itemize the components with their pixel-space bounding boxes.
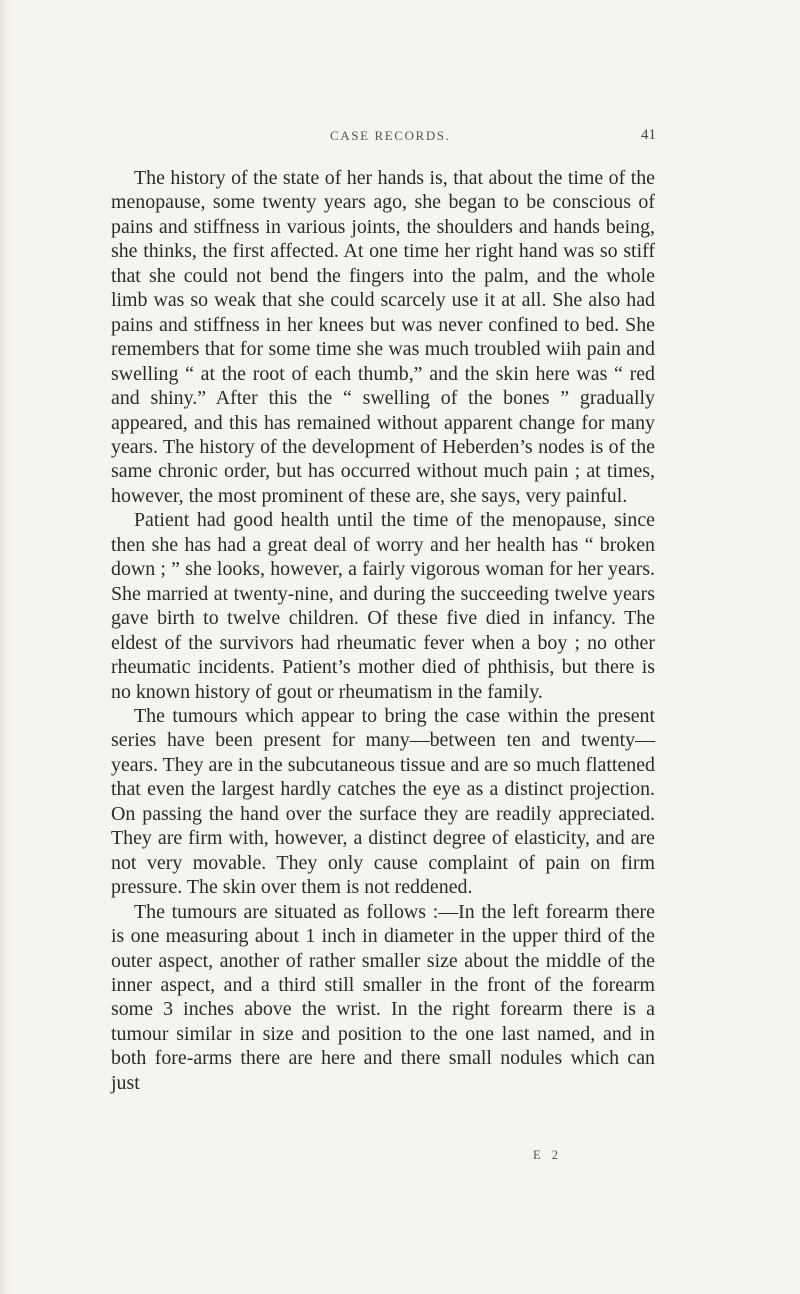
paragraph-tumours-description: The tumours which appear to bring the case within the present series have been present for many—between ten and twenty—years. They are in the subcutaneous tissue and are so much flattened that even the largest hardly catches the eye as a distinct projection. On passing the hand over the surface they are readily appreciated. They are firm with, however, a distinct degree of elasticity, and are not very movable. They only cause complaint of pain on firm pressure. The skin over them is not reddened. — [111, 704, 655, 899]
paragraph-hands-history: The history of the state of her hands is, that about the time of the menopause, some twenty years ago, she began to be conscious of pains and stiffness in various joints, the shoulders and hands being, she thinks, the first affected. At one time her right hand was so stiff that she could not bend the fingers into the palm, and the whole limb was so weak that she could scarcely use it at all. She also had pains and stiffness in her knees but was never confined to bed. She remembers that for some time she was much troubled wiih pain and swelling “ at the root of each thumb,” and the skin here was “ red and shiny.” After this the “ swelling of the bones ” gradually appeared, and this has remained without apparent change for many years. The history of the development of Heberden’s nodes is of the same chronic order, but has occurred without much pain ; at times, however, the most prominent of these are, she says, very painful. — [111, 167, 655, 507]
running-head: CASE RECORDS. — [330, 128, 451, 143]
paragraph-patient-health: Patient had good health until the time of the menopause, since then she has had a great deal of worry and her health has “ broken down ; ” she looks, however, a fairly vigorous woman for her years. She married at twenty-nine, and during the succeeding twelve years gave birth to twelve children. Of these five died in infancy. The eldest of the survivors had rheumatic fever when a boy ; no other rheumatic incidents. Patient’s mother died of phthisis, but there is no known history of gout or rheumatism in the family. — [111, 509, 655, 703]
body-text — [111, 166, 655, 1095]
page-header — [0, 128, 800, 152]
printer-signature-mark: E 2 — [533, 1148, 563, 1162]
page-number: 41 — [641, 127, 656, 143]
page-gutter-shadow — [0, 0, 10, 1294]
paragraph-tumours-location: The tumours are situated as follows :—In the left forearm there is one measuring about 1 inch in diameter in the upper third of the outer aspect, another of rather smaller size about the middle of the inner aspect, and a third still smaller in the front of the forearm some 3 inches above the wrist. In the right forearm there is a tumour similar in size and position to the one last named, and in both fore-arms there are here and there small nodules which can just — [111, 900, 655, 1094]
